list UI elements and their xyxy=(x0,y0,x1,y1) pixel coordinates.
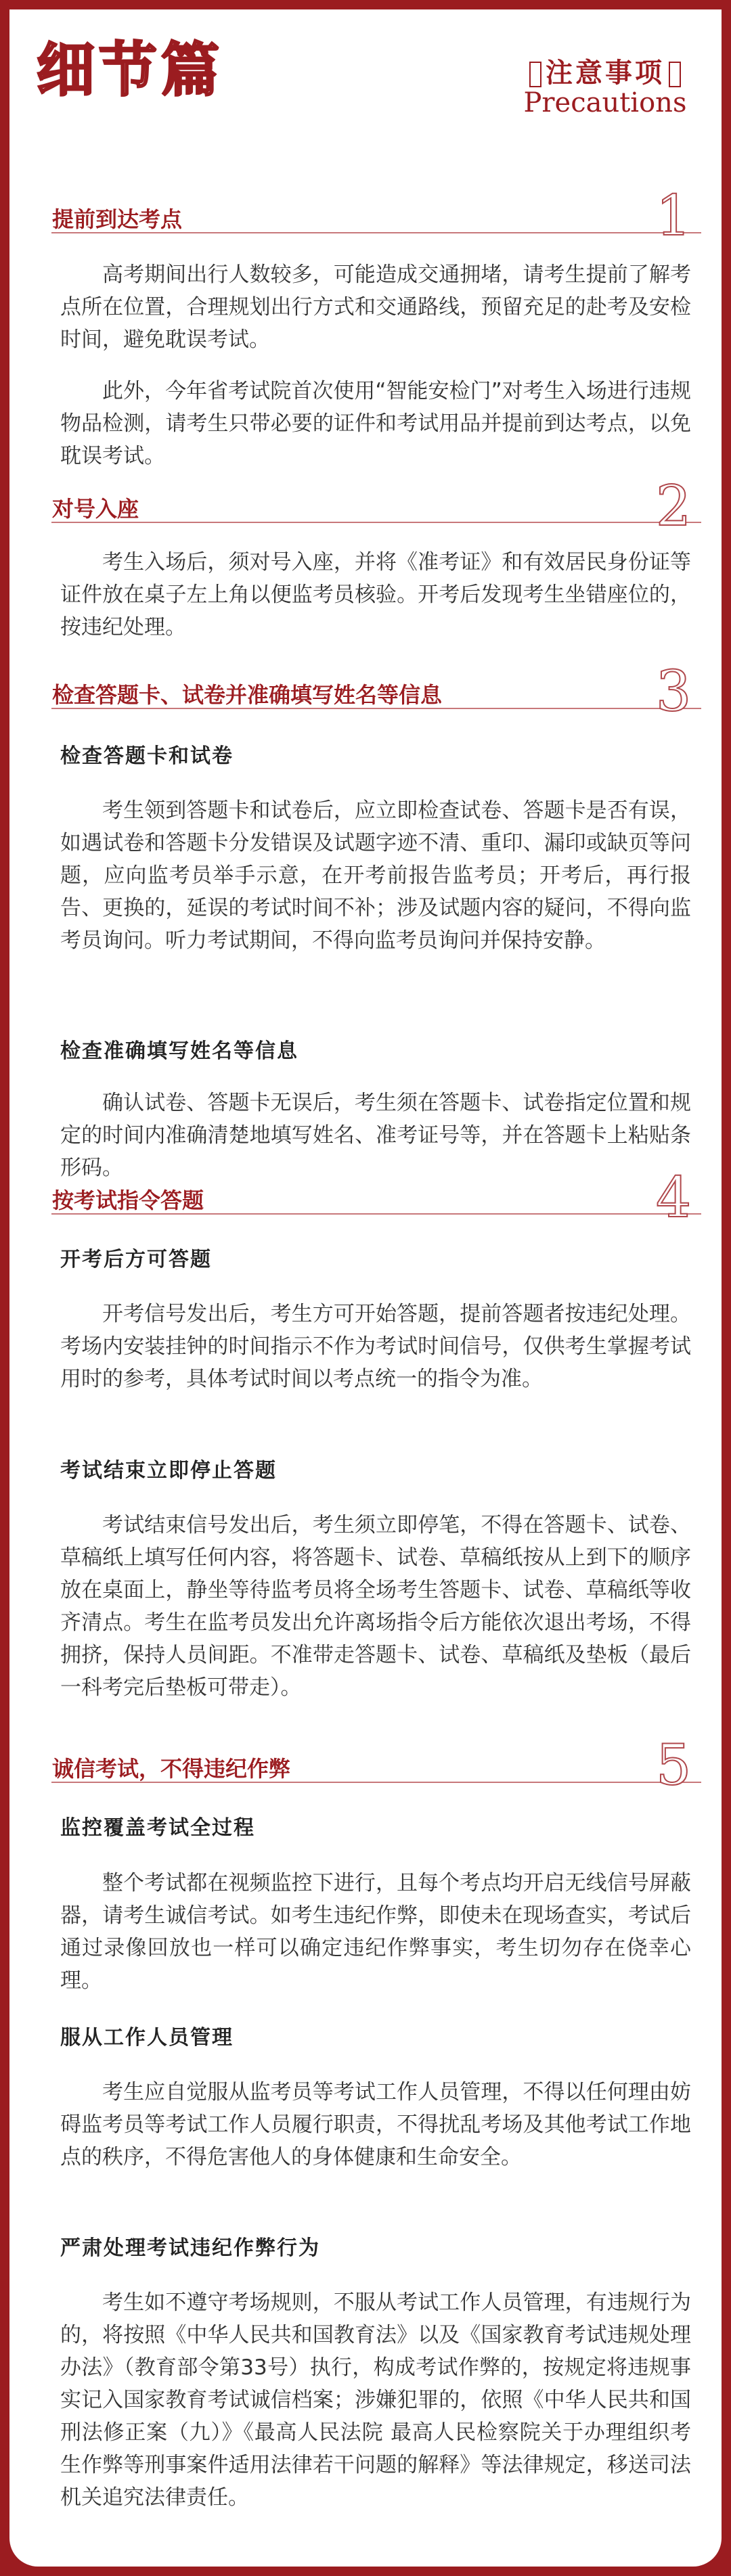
section-3-paragraph-2: 确认试卷、答题卡无误后，考生须在答题卡、试卷指定位置和规定的时间内准确清楚地填写姓名、准考证号等，并在答题卡上粘贴条形码。 xyxy=(60,1091,691,1180)
section-5-paragraph-2: 考生应自觉服从监考员等考试工作人员管理，不得以任何理由妨碍监考员等考试工作人员履行职责，不得扰乱考场及其他考试工作地点的秩序，不得危害他人的身体健康和生命安全。 xyxy=(60,2080,691,2169)
section-2-title: 对号入座 xyxy=(52,496,139,522)
section-3-subtitle-2: 检查准确填写姓名等信息 xyxy=(60,1039,298,1063)
section-2-paragraph: 考生入场后，须对号入座，并将《准考证》和有效居民身份证等证件放在桌子左上角以便监考员核验。开考后发现考生坐错座位的，按违纪处理。 xyxy=(60,550,691,639)
notice-label xyxy=(517,51,693,118)
notice-title-en: Precautions xyxy=(523,87,687,118)
section-3-number: 3 xyxy=(656,660,692,724)
section-4-title: 按考试指令答题 xyxy=(52,1188,204,1213)
section-5-title: 诚信考试，不得违纪作弊 xyxy=(52,1756,291,1782)
section-5-subtitle-3: 严肃处理考试违纪作弊行为 xyxy=(60,2236,320,2260)
section-1-paragraph-1: 高考期间出行人数较多，可能造成交通拥堵，请考生提前了解考点所在位置，合理规划出行方式和交通路线，预留充足的赴考及安检时间，避免耽误考试。 xyxy=(60,263,691,352)
section-4-divider xyxy=(51,1213,701,1215)
section-4-paragraph-2: 考试结束信号发出后，考生须立即停笔，不得在答题卡、试卷、草稿纸上填写任何内容，将答题卡、试卷、草稿纸按从上到下的顺序放在桌面上，静坐等待监考员将全场考生答题卡、试卷、草稿纸等收齐清点。考生在监考员发出允许离场指令后方能依次退出考场，不得拥挤，保持人员间距。不准带走答题卡、试卷、草稿纸及垫板（最后一科考完后垫板可带走）。 xyxy=(60,1513,691,1700)
section-2-divider xyxy=(51,522,701,523)
section-1-divider xyxy=(51,232,701,233)
section-2-number: 2 xyxy=(656,474,692,539)
section-5-paragraph-1: 整个考试都在视频监控下进行，且每个考点均开启无线信号屏蔽器，请考生诚信考试。如考生违纪作弊，即使未在现场查实，考试后通过录像回放也一样可以确定违纪作弊事实，考生切勿存在侥幸心理。 xyxy=(60,1871,691,1993)
section-3-divider xyxy=(51,708,701,709)
section-1-title: 提前到达考点 xyxy=(52,206,183,232)
section-5-number: 5 xyxy=(656,1734,692,1798)
section-3-title: 检查答题卡、试卷并准确填写姓名等信息 xyxy=(52,682,443,708)
section-5-divider xyxy=(51,1782,701,1783)
section-3-subtitle-1: 检查答题卡和试卷 xyxy=(60,744,234,768)
section-1-number: 1 xyxy=(656,184,692,248)
content-card xyxy=(9,9,722,2567)
section-4-number: 4 xyxy=(656,1166,692,1230)
section-1-paragraph-2: 此外，今年省考试院首次使用“智能安检门”对考生入场进行违规物品检测，请考生只带必要的证件和考试用品并提前到达考点，以免耽误考试。 xyxy=(60,379,691,468)
section-3-paragraph-1: 考生领到答题卡和试卷后，应立即检查试卷、答题卡是否有误，如遇试卷和答题卡分发错误及试题字迹不清、重印、漏印或缺页等问题，应向监考员举手示意，在开考前报告监考员；开考后，再行报告、更换的，延误的考试时间不补；涉及试题内容的疑问，不得向监考员询问。听力考试期间，不得向监考员询问并保持安静。 xyxy=(60,798,691,953)
section-4-paragraph-1: 开考信号发出后，考生方可开始答题，提前答题者按违纪处理。考场内安装挂钟的时间指示不作为考试时间信号，仅供考生掌握考试用时的参考，具体考试时间以考点统一的指令为准。 xyxy=(60,1302,691,1391)
header-title: 细节篇 xyxy=(37,36,223,104)
section-4-subtitle-1: 开考后方可答题 xyxy=(60,1248,212,1271)
section-5-subtitle-2: 服从工作人员管理 xyxy=(60,2026,234,2050)
section-5-subtitle-1: 监控覆盖考试全过程 xyxy=(60,1816,255,1840)
notice-title-cn: 注意事项 xyxy=(517,51,693,90)
section-4-subtitle-2: 考试结束立即停止答题 xyxy=(60,1459,277,1483)
section-5-paragraph-3: 考生如不遵守考场规则，不服从考试工作人员管理，有违规行为的，将按照《中华人民共和国教育法》以及《国家教育考试违规处理办法》（教育部令第33号）执行，构成考试作弊的，按规定将违规事实记入国家教育考试诚信档案；涉嫌犯罪的，依照《中华人民共和国刑法修正案（九）》《最高人民法院 最高人民检察院关于办理组织考生作弊等刑事案件适用法律若干问题的解释》等法律规定，移送司法机关追究法律责任。 xyxy=(60,2290,691,2510)
